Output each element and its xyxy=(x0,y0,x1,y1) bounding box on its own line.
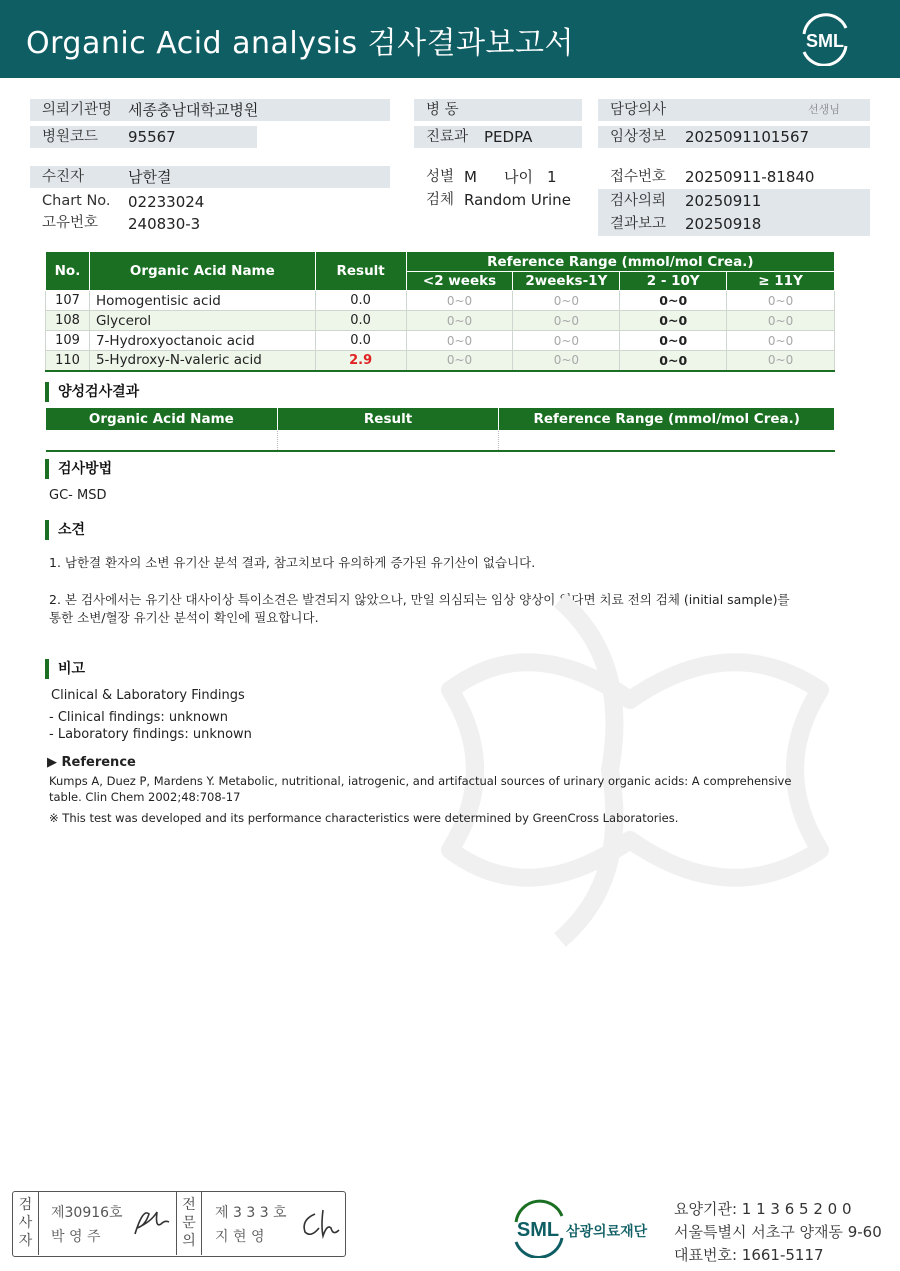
chart-no-value: 02233024 xyxy=(128,193,205,211)
row-no: 108 xyxy=(46,311,90,331)
col-age-2: 2weeks-1Y xyxy=(513,272,620,291)
table-row xyxy=(46,431,835,451)
row-result: 0.0 xyxy=(315,291,406,311)
client-value: 세종충남대학교병원 xyxy=(128,101,259,119)
table-row xyxy=(46,311,835,331)
row-no: 109 xyxy=(46,331,90,351)
row-name: Glycerol xyxy=(89,311,315,331)
row-ref-2: 0~0 xyxy=(513,351,620,371)
table-row xyxy=(46,351,835,371)
remarks-section-title: 비고 xyxy=(45,659,85,679)
col-no: No. xyxy=(46,252,90,291)
reference-line-1: Kumps A, Duez P, Mardens Y. Metabolic, nutritional, iatrogenic, and artifactual sources of urinary organic acids: A comprehensive xyxy=(49,774,792,788)
ward-label: 병 동 xyxy=(414,99,582,121)
row-name: 7-Hydroxyoctanoic acid xyxy=(89,331,315,351)
patient-value: 남한결 xyxy=(128,168,172,186)
examiner-label: 검 사 자 xyxy=(13,1192,39,1255)
footer-institution-no: 요양기관: 1 1 3 6 5 2 0 0 xyxy=(674,1200,852,1218)
specialist-signature xyxy=(297,1206,341,1242)
method-section-title: 검사방법 xyxy=(45,459,112,479)
doctor-value: 선생님 xyxy=(808,103,840,116)
receipt-value: 20250911-81840 xyxy=(685,168,815,186)
findings-line-1: 1. 남한결 환자의 소변 유기산 분석 결과, 참고치보다 유의하게 증가된 유기산이 없습니다. xyxy=(49,555,536,570)
row-ref-2: 0~0 xyxy=(513,311,620,331)
specialist-license: 제 3 3 3 호 xyxy=(215,1205,287,1221)
specialist-label: 전 문 의 xyxy=(176,1192,202,1255)
reference-line-2: table. Clin Chem 2002;48:708-17 xyxy=(49,790,241,804)
watermark-logo xyxy=(380,540,900,1000)
table-row xyxy=(46,291,835,311)
report-value: 20250918 xyxy=(685,215,762,233)
reference-heading-label: Reference xyxy=(61,755,136,770)
row-name: 5-Hydroxy-N-valeric acid xyxy=(89,351,315,371)
positive-col-result: Result xyxy=(277,408,499,431)
method-text: GC- MSD xyxy=(49,488,107,503)
dept-label: 진료과 xyxy=(414,126,582,148)
row-no: 107 xyxy=(46,291,90,311)
footer-org-name: 삼광의료재단 xyxy=(566,1224,648,1240)
footer-logo-icon xyxy=(508,1198,668,1258)
row-ref-1: 0~0 xyxy=(406,291,513,311)
row-ref-3: 0~0 xyxy=(620,291,727,311)
positive-col-ref-range: Reference Range (mmol/mol Crea.) xyxy=(499,408,835,431)
row-ref-4: 0~0 xyxy=(727,331,835,351)
footer-address: 서울특별시 서초구 양재동 9-60 xyxy=(674,1223,882,1241)
receipt-label: 접수번호 xyxy=(610,169,667,185)
examiner-name: 박 영 주 xyxy=(51,1229,101,1245)
row-result: 0.0 xyxy=(315,311,406,331)
sml-logo-icon xyxy=(794,12,856,66)
clinical-info-value: 2025091101567 xyxy=(685,128,810,146)
row-name: Homogentisic acid xyxy=(89,291,315,311)
reference-heading xyxy=(47,755,136,770)
signature-box xyxy=(12,1191,346,1257)
findings-line-2: 2. 본 검사에서는 유기산 대사이상 특이소견은 발견되지 않았으나, 만일 의심되는 임상 양상이 있다면 치료 전의 검체 (initial sample)를 xyxy=(49,592,790,607)
findings-line-3: 통한 소변/혈장 유기산 분석이 확인에 필요합니다. xyxy=(49,610,319,625)
row-ref-1: 0~0 xyxy=(406,351,513,371)
row-ref-2: 0~0 xyxy=(513,331,620,351)
footer-phone: 대표번호: 1661-5117 xyxy=(674,1246,824,1264)
examiner-signature xyxy=(131,1204,171,1240)
row-ref-3: 0~0 xyxy=(620,351,727,371)
row-ref-3: 0~0 xyxy=(620,311,727,331)
triangle-bullet-icon: ▶ xyxy=(47,755,62,770)
col-result: Result xyxy=(315,252,406,291)
age-value: 1 xyxy=(547,168,557,186)
specimen-label: 검체 xyxy=(426,192,455,208)
unique-no-label: 고유번호 xyxy=(42,215,99,231)
row-ref-4: 0~0 xyxy=(727,291,835,311)
client-label: 의뢰기관명 xyxy=(30,99,390,121)
patient-label: 수진자 xyxy=(30,166,390,188)
sex-value: M xyxy=(464,168,477,186)
examiner-license: 제30916호 xyxy=(51,1205,123,1221)
request-value: 20250911 xyxy=(685,192,762,210)
request-label: 검사의뢰 xyxy=(610,193,667,209)
specialist-name: 지 현 영 xyxy=(215,1229,265,1245)
col-name: Organic Acid Name xyxy=(89,252,315,291)
col-age-3: 2 - 10Y xyxy=(620,272,727,291)
dept-value: PEDPA xyxy=(484,128,533,146)
sml-logo-text: SML xyxy=(806,31,844,51)
developed-note: ※ This test was developed and its performance characteristics were determined by GreenCross Laboratories. xyxy=(49,811,679,825)
lab-findings: - Laboratory findings: unknown xyxy=(49,727,252,742)
row-result-high: 2.9 xyxy=(315,351,406,371)
col-age-1: <2 weeks xyxy=(406,272,513,291)
row-ref-4: 0~0 xyxy=(727,311,835,331)
row-ref-4: 0~0 xyxy=(727,351,835,371)
doctor-label: 담당의사 xyxy=(598,99,870,121)
col-age-4: ≥ 11Y xyxy=(727,272,835,291)
positive-table xyxy=(45,407,835,452)
table-row xyxy=(46,331,835,351)
row-ref-1: 0~0 xyxy=(406,331,513,351)
row-ref-2: 0~0 xyxy=(513,291,620,311)
report-header xyxy=(0,0,900,78)
age-label: 나이 xyxy=(504,168,533,186)
row-no: 110 xyxy=(46,351,90,371)
footer-logo-text: SML xyxy=(516,1219,560,1241)
row-result: 0.0 xyxy=(315,331,406,351)
report-title: Organic Acid analysis 검사결과보고서 xyxy=(26,26,574,61)
unique-no-value: 240830-3 xyxy=(128,215,201,233)
findings-section-title: 소견 xyxy=(45,520,85,540)
col-ref-range: Reference Range (mmol/mol Crea.) xyxy=(406,252,834,272)
chart-no-label: Chart No. xyxy=(42,193,111,209)
hospital-code-value: 95567 xyxy=(128,128,176,146)
clinical-findings: - Clinical findings: unknown xyxy=(49,710,228,725)
specimen-value: Random Urine xyxy=(464,191,571,209)
clinical-info-label: 임상정보 xyxy=(598,126,870,148)
positive-section-title: 양성검사결과 xyxy=(45,382,139,402)
row-ref-1: 0~0 xyxy=(406,311,513,331)
positive-col-name: Organic Acid Name xyxy=(46,408,278,431)
results-table xyxy=(45,251,835,372)
hospital-code-label: 병원코드 xyxy=(30,126,257,148)
report-label: 결과보고 xyxy=(610,216,667,232)
clinical-lab-heading: Clinical & Laboratory Findings xyxy=(51,688,245,703)
sex-label: 성별 xyxy=(426,169,455,185)
row-ref-3: 0~0 xyxy=(620,331,727,351)
